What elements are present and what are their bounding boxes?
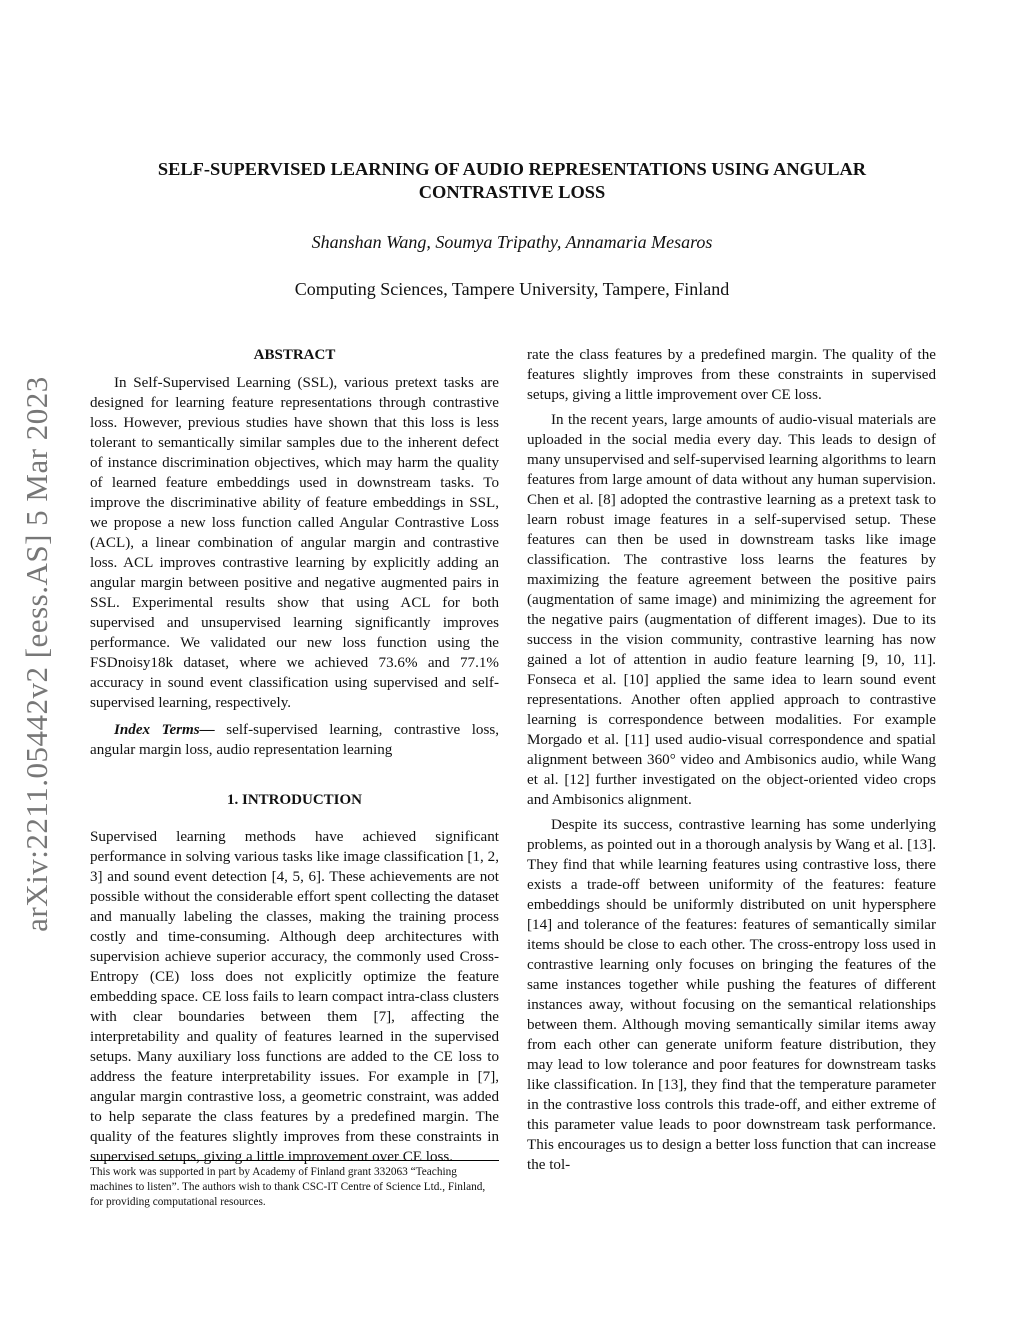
intro-paragraph-continued: rate the class features by a predefined margin. The quality of the features slightly improves from these constraints in supervised setups, giving a little improvement over CE loss.: [527, 347, 936, 403]
abstract-text: In Self-Supervised Learning (SSL), various pretext tasks are designed for learning feature representations through contrastive loss. However, previous studies have shown that this loss is less tolerant to semantically similar samples due to the inherent defect of instance discrimination objectives, which may harm the quality of learned feature embeddings used in downstream tasks. To improve the discriminative ability of feature embeddings in SSL, we propose a new loss function called Angular Contrastive Loss (ACL), a linear combination of angular margin and contrastive loss. ACL improves contrastive learning by explicitly adding an angular margin between positive and negative augmented pairs in SSL. Experimental results show that using ACL for both supervised and unsupervised learning significantly improves performance. We validated our new loss function using the FSDnoisy18k dataset, where we achieved 73.6% and 77.1% accuracy in sound event classification using supervised and self-supervised learning, respectively.: [90, 375, 499, 711]
intro-paragraph: Supervised learning methods have achieved significant performance in solving various tasks like image classification [1, 2, 3] and sound event detection [4, 5, 6]. These achievements are not possible without the considerable effort spent collecting the dataset and manually labeling the classes, making the training process costly and time-consuming. Although deep architectures with supervision achieve superior accuracy, the commonly used Cross-Entropy (CE) loss does not explicitly optimize the feature embedding space. CE loss fails to learn compact intra-class clusters with clear boundaries between them [7], affecting the interpretability and quality of features learned in the supervised setups. Many auxiliary loss functions are added to the CE loss to address the feature interpretability issues. For example in [7], angular margin contrastive loss, a geometric constraint, was added to help separate the class features by a predefined margin. The quality of the features slightly improves from these constraints in supervised setups, giving a little improvement over CE loss.: [90, 829, 499, 1165]
footnote: This work was supported in part by Academy of Finland grant 332063 “Teaching machines to listen”. The authors wish to thank CSC-IT Centre of Science Ltd., Finland, for providing computational resources.: [90, 1160, 499, 1210]
affiliation: Computing Sciences, Tampere University, Tampere, Finland: [294, 279, 730, 299]
right-column: [527, 345, 936, 1175]
title-line-2: CONTRASTIVE LOSS: [418, 182, 606, 202]
paper-title: [100, 158, 924, 204]
index-terms-label: Index Terms—: [114, 722, 215, 738]
intro-paragraph-3: Despite its success, contrastive learning has some underlying problems, as pointed out in a thorough analysis by Wang et al. [13]. They find that while learning features using contrastive loss, there exists a trade-off between uniformity of the features: feature embeddings should be uniformly distributed on unit hypersphere [14] and tolerance of the features: features of semantically similar items should be close to each other. The cross-entropy loss used in contrastive learning only focuses on bringing the features of the same instances together while pushing the features of different instances away, without focusing on the semantical relationships between them. Although moving semantically similar items away from each other can generate uniform feature distribution, they may lead to low tolerance and poor features for downstream tasks like classification. In [13], they find that the temperature parameter in the contrastive loss controls this trade-off, and either extreme of this parameter value leads to poor downstream task performance. This encourages us to design a better loss function that can increase the tol-: [527, 817, 936, 1173]
abstract-heading: ABSTRACT: [253, 347, 336, 363]
intro-heading: 1. INTRODUCTION: [226, 792, 362, 808]
title-line-1: SELF-SUPERVISED LEARNING OF AUDIO REPRESENTATIONS USING ANGULAR: [157, 159, 867, 179]
left-column: [90, 345, 499, 1165]
index-terms: [90, 720, 499, 760]
intro-paragraph-2: In the recent years, large amounts of audio-visual materials are uploaded in the social media every day. This leads to design of many unsupervised and self-supervised learning algorithms to learn features from large amount of data without any human supervision. Chen et al. [8] adopted the contrastive learning as a pretext task to learn robust image features in a self-supervised setup. These features can then be used in downstream tasks like image classification. The contrastive loss learns the features by maximizing the feature agreement between the positive pairs (augmentation of same image) and minimizing the agreement for the negative pairs (augmentation of different images). Due to its success in the vision community, contrastive learning has now gained a lot of attention in audio feature learning [9, 10, 11]. Fonseca et al. [10] applied the same idea to learn sound event representations. Another often applied approach to contrastive learning is correspondence between modalities. For example Morgado et al. [11] used audio-visual correspondence and spatial alignment between 360° video and Ambisonics audio, while Wang et al. [12] further investigated on the object-oriented video crops and Ambisonics alignment.: [527, 412, 936, 808]
arxiv-identifier: arXiv:2211.05442v2 [eess.AS] 5 Mar 2023: [19, 376, 54, 932]
index-terms-text: self-supervised learning, contrastive loss, angular margin loss, audio representation learning: [90, 722, 499, 758]
authors: Shanshan Wang, Soumya Tripathy, Annamaria Mesaros: [311, 232, 713, 252]
